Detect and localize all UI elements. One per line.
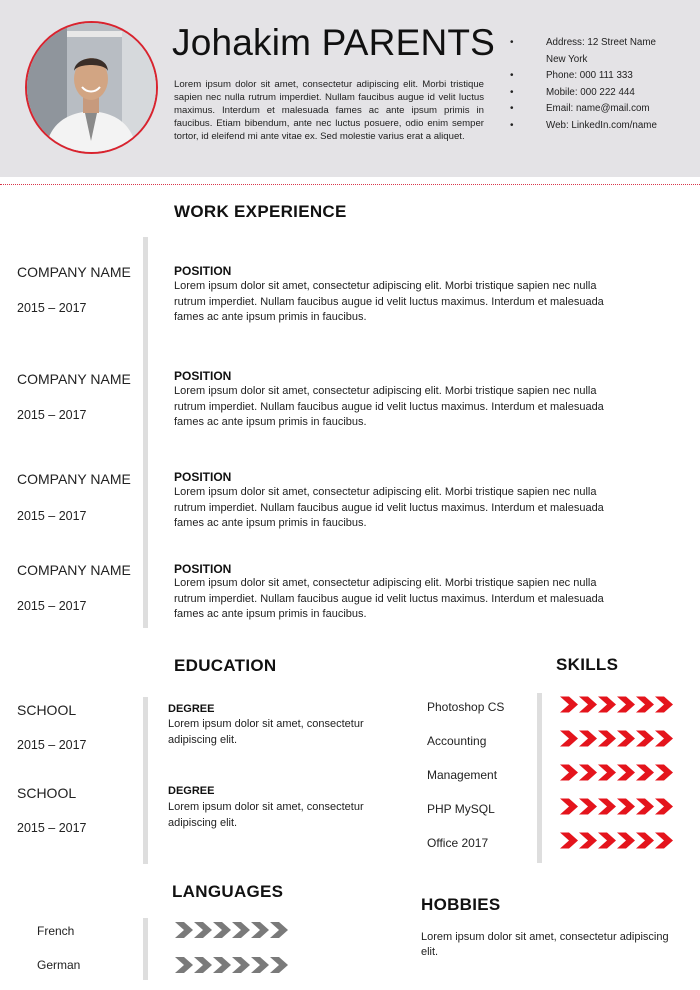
contact-address-line1: Address: 12 Street Name <box>546 37 656 48</box>
chevron-arrow-icon <box>579 764 597 781</box>
chevron-arrow-icon <box>636 764 654 781</box>
chevron-arrow-icon <box>560 696 578 713</box>
chevron-arrow-icon <box>655 832 673 849</box>
chevron-arrow-icon <box>617 764 635 781</box>
chevron-arrow-icon <box>636 730 654 747</box>
chevron-arrow-icon <box>617 798 635 815</box>
language-rating-arrows <box>175 957 288 973</box>
work-years: 2015 – 2017 <box>17 509 87 523</box>
work-description: Lorem ipsum dolor sit amet, consectetur adipiscing elit. Morbi tristique sapien nec nulla rutrum imperdiet. Nullam faucibus augue id velit luctus maximus. Interdum et malesuada fames ac ante ipsum primis in faucibus. <box>174 486 604 529</box>
education-description: Lorem ipsum dolor sit amet, consectetur adipiscing elit. <box>168 718 364 746</box>
chevron-arrow-icon <box>560 764 578 781</box>
work-company: COMPANY NAME <box>17 371 131 387</box>
language-name: French <box>37 924 75 938</box>
chevron-arrow-icon <box>636 798 654 815</box>
chevron-arrow-icon <box>598 764 616 781</box>
languages-heading: LANGUAGES <box>172 882 284 901</box>
chevron-arrow-icon <box>232 922 250 938</box>
work-position: POSITION <box>174 470 232 484</box>
skill-name: PHP MySQL <box>427 802 495 816</box>
chevron-arrow-icon <box>617 696 635 713</box>
chevron-arrow-icon <box>579 832 597 849</box>
work-years: 2015 – 2017 <box>17 599 87 613</box>
language-name: German <box>37 958 81 972</box>
work-company: COMPANY NAME <box>17 562 131 578</box>
chevron-arrow-icon <box>598 798 616 815</box>
chevron-arrow-icon <box>598 730 616 747</box>
education-degree: DEGREE <box>168 703 215 715</box>
skill-name: Photoshop CS <box>427 700 505 714</box>
bullet-icon: • <box>510 70 514 82</box>
chevron-arrow-icon <box>213 957 231 973</box>
contact-address-line2: New York <box>546 53 588 65</box>
work-company: COMPANY NAME <box>17 264 131 280</box>
education-divider-bar <box>143 697 148 864</box>
contact-address <box>510 35 690 68</box>
skills-heading: SKILLS <box>556 655 619 674</box>
chevron-arrow-icon <box>270 922 288 938</box>
header-divider <box>0 184 700 185</box>
chevron-arrow-icon <box>655 764 673 781</box>
skill-rating-arrows <box>560 832 673 849</box>
chevron-arrow-icon <box>175 922 193 938</box>
contact-mobile <box>510 85 690 102</box>
bullet-icon: • <box>510 86 514 98</box>
contact-phone-text: Phone: 000 111 333 <box>546 70 633 82</box>
languages-divider-bar <box>143 918 148 980</box>
chevron-arrow-icon <box>251 957 269 973</box>
contact-list <box>510 35 690 135</box>
language-rating-arrows <box>175 922 288 938</box>
work-position: POSITION <box>174 264 232 278</box>
skill-name: Management <box>427 768 498 782</box>
chevron-arrow-icon <box>655 696 673 713</box>
hobbies-text: Lorem ipsum dolor sit amet, consectetur adipiscing elit. <box>421 931 669 958</box>
contact-email <box>510 101 690 118</box>
bullet-icon: • <box>510 119 514 131</box>
profile-photo-image <box>27 23 156 152</box>
chevron-arrow-icon <box>617 730 635 747</box>
intro-paragraph: Lorem ipsum dolor sit amet, consectetur adipiscing elit. Morbi tristique sapien nec nulla rutrum imperdiet. Nullam faucibus augue id velit luctus maximus. Interdum et malesuada fames ac ante ipsum primis in faucibus. Etiam bibendum, ante nec luctus posuere, odio enim semper tortor, id eleifend mi ante vitae ex. Sed molestie varius erat a aliquet. <box>174 79 484 142</box>
chevron-arrow-icon <box>194 922 212 938</box>
chevron-arrow-icon <box>636 832 654 849</box>
chevron-arrow-icon <box>636 696 654 713</box>
education-school: SCHOOL <box>17 785 77 801</box>
chevron-arrow-icon <box>655 730 673 747</box>
work-company: COMPANY NAME <box>17 471 131 487</box>
chevron-arrow-icon <box>175 957 193 973</box>
skills-divider-bar <box>537 693 542 863</box>
work-description: Lorem ipsum dolor sit amet, consectetur adipiscing elit. Morbi tristique sapien nec nulla rutrum imperdiet. Nullam faucibus augue id velit luctus maximus. Interdum et malesuada fames ac ante ipsum primis in faucibus. <box>174 280 604 323</box>
work-years: 2015 – 2017 <box>17 301 87 315</box>
skill-rating-arrows <box>560 730 673 747</box>
chevron-arrow-icon <box>579 696 597 713</box>
chevron-arrow-icon <box>560 832 578 849</box>
chevron-arrow-icon <box>232 957 250 973</box>
profile-photo <box>25 21 158 154</box>
work-description: Lorem ipsum dolor sit amet, consectetur adipiscing elit. Morbi tristique sapien nec nulla rutrum imperdiet. Nullam faucibus augue id velit luctus maximus. Interdum et malesuada fames ac ante ipsum primis in faucibus. <box>174 385 604 428</box>
skill-rating-arrows <box>560 798 673 815</box>
contact-phone <box>510 68 690 85</box>
contact-mobile-text: Mobile: 000 222 444 <box>546 86 635 98</box>
chevron-arrow-icon <box>270 957 288 973</box>
work-description: Lorem ipsum dolor sit amet, consectetur adipiscing elit. Morbi tristique sapien nec nulla rutrum imperdiet. Nullam faucibus augue id velit luctus maximus. Interdum et malesuada fames ac ante ipsum primis in faucibus. <box>174 577 604 620</box>
education-school: SCHOOL <box>17 702 77 718</box>
education-years: 2015 – 2017 <box>17 738 87 752</box>
work-position: POSITION <box>174 562 232 576</box>
chevron-arrow-icon <box>560 798 578 815</box>
work-divider-bar <box>143 237 148 628</box>
chevron-arrow-icon <box>617 832 635 849</box>
education-heading: EDUCATION <box>174 656 277 675</box>
skill-rating-arrows <box>560 764 673 781</box>
work-experience-heading: WORK EXPERIENCE <box>174 202 347 221</box>
skill-name: Accounting <box>427 734 487 748</box>
education-years: 2015 – 2017 <box>17 821 87 835</box>
chevron-arrow-icon <box>194 957 212 973</box>
work-position: POSITION <box>174 369 232 383</box>
contact-email-text: Email: name@mail.com <box>546 103 650 115</box>
chevron-arrow-icon <box>655 798 673 815</box>
chevron-arrow-icon <box>579 730 597 747</box>
chevron-arrow-icon <box>213 922 231 938</box>
hobbies-heading: HOBBIES <box>421 895 501 914</box>
bullet-icon: • <box>510 103 514 115</box>
work-years: 2015 – 2017 <box>17 408 87 422</box>
skill-rating-arrows <box>560 696 673 713</box>
education-degree: DEGREE <box>168 785 215 797</box>
contact-web <box>510 118 690 135</box>
skill-name: Office 2017 <box>427 836 489 850</box>
education-description: Lorem ipsum dolor sit amet, consectetur adipiscing elit. <box>168 801 364 829</box>
chevron-arrow-icon <box>579 798 597 815</box>
chevron-arrow-icon <box>251 922 269 938</box>
candidate-name: Johakim PARENTS <box>172 22 496 63</box>
contact-web-text: Web: LinkedIn.com/name <box>546 119 657 131</box>
chevron-arrow-icon <box>598 832 616 849</box>
chevron-arrow-icon <box>560 730 578 747</box>
chevron-arrow-icon <box>598 696 616 713</box>
bullet-icon: • <box>510 37 514 48</box>
